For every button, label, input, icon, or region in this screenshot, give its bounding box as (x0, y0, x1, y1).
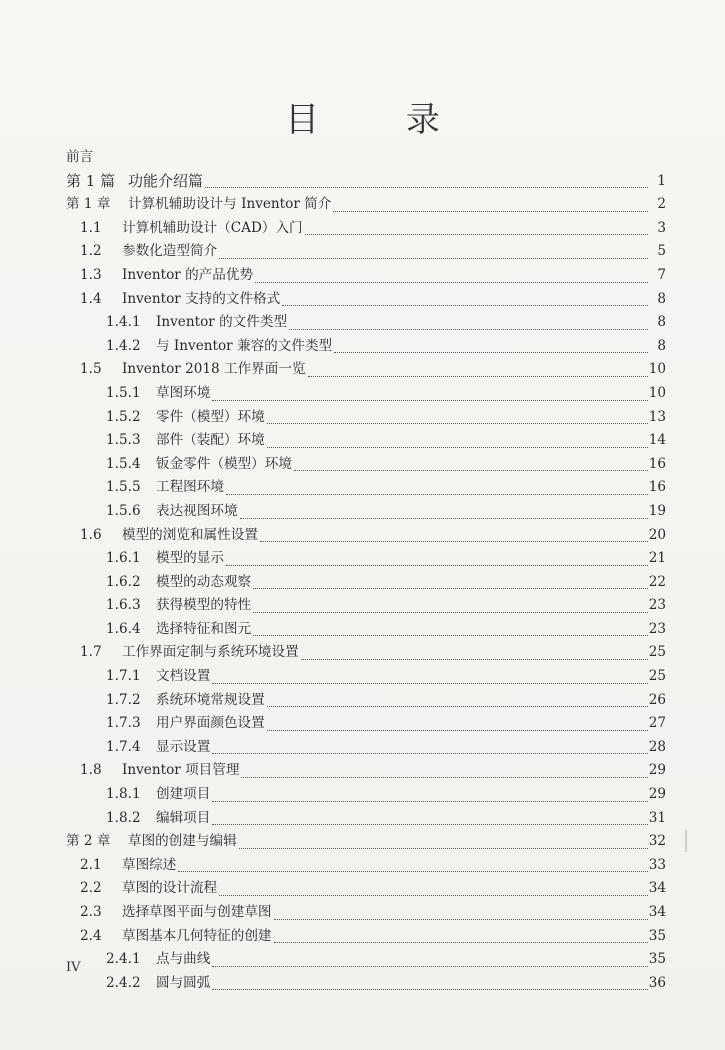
toc-entry-text: 计算机辅助设计与 Inventor 简介 (128, 196, 332, 213)
toc-entry-number: 1.5.4 (106, 455, 141, 472)
toc-page-number: 8 (657, 314, 666, 331)
toc-entry-label (80, 877, 217, 901)
toc-entry (66, 759, 666, 783)
toc-entry-number: 2.1 (80, 856, 102, 873)
toc-entry (66, 618, 666, 642)
toc-entry-text: Inventor 的产品优势 (122, 266, 254, 283)
toc-leader-dots (267, 423, 648, 424)
toc-entry-label (106, 665, 210, 689)
toc-page-number: 10 (648, 384, 666, 401)
toc-entry-text: 工作界面定制与系统环境设置 (122, 644, 299, 661)
toc-leader-dots (267, 447, 648, 448)
toc-entry-number: 2.4 (80, 927, 102, 944)
toc-page-number: 31 (648, 809, 666, 826)
toc-leader-dots (212, 989, 648, 990)
toc-entry-number: 1.6.3 (106, 597, 141, 614)
toc-leader-dots (333, 211, 648, 212)
toc-entry-label (66, 146, 93, 170)
toc-page-number: 32 (648, 833, 666, 850)
toc-page-number: 21 (648, 550, 666, 567)
toc-leader-dots (212, 801, 648, 802)
toc-entry-number: 1.5.6 (106, 502, 141, 519)
toc-entry (66, 288, 666, 312)
toc-leader-dots (212, 683, 648, 684)
toc-leader-dots (267, 706, 648, 707)
toc-entry-text: 与 Inventor 兼容的文件类型 (156, 337, 333, 354)
toc-page-number: 23 (648, 620, 666, 637)
toc-leader-dots (267, 730, 648, 731)
toc-entry-text: 前言 (66, 149, 94, 165)
toc-leader-dots (305, 234, 648, 235)
toc-page-number: 3 (657, 219, 666, 236)
toc-entry-number: 1.6.2 (106, 573, 141, 590)
toc-entry-label (80, 288, 280, 312)
toc-entry-number: 1.5 (80, 361, 102, 378)
scan-artifact (685, 830, 687, 852)
toc-entry-number: 2.4.1 (106, 951, 141, 968)
toc-entry-number: 1.6.4 (106, 620, 141, 637)
toc-entry-number: 1.8.1 (106, 786, 141, 803)
toc-entry-label (106, 618, 251, 642)
toc-page-number: 27 (648, 715, 666, 732)
toc-entry-label (106, 712, 265, 736)
toc-entry-text: Inventor 的文件类型 (156, 314, 288, 331)
toc-entry (66, 901, 666, 925)
toc-entry-label (106, 547, 224, 571)
toc-leader-dots (226, 494, 648, 495)
toc-page-number: 34 (648, 904, 666, 920)
toc-entry-text: 零件（模型）环境 (156, 408, 265, 425)
toc-page-number: 34 (648, 880, 666, 897)
toc-leader-dots (301, 659, 648, 660)
toc-leader-dots (241, 777, 648, 778)
toc-entry-label (80, 759, 239, 783)
toc-page-number: 10 (648, 361, 666, 378)
toc-entry-label (106, 571, 251, 595)
table-of-contents (66, 146, 666, 995)
toc-entry-number: 第 1 章 (66, 196, 111, 213)
toc-entry-label (106, 453, 292, 477)
toc-entry-text: Inventor 支持的文件格式 (122, 290, 281, 307)
toc-entry-number: 1.2 (80, 243, 102, 260)
toc-page-number: 13 (648, 408, 666, 425)
toc-entry (66, 217, 666, 241)
toc-page-number: 29 (648, 786, 666, 803)
toc-entry (66, 476, 666, 500)
toc-entry-text: 系统环境常规设置 (156, 691, 265, 708)
toc-entry-text: 选择特征和图元 (156, 620, 252, 637)
toc-entry (66, 453, 666, 477)
toc-entry-number: 1.5.5 (106, 479, 141, 496)
toc-entry-text: 模型的显示 (156, 550, 224, 567)
toc-entry-text: 文档设置 (156, 668, 211, 685)
toc-entry-label (106, 594, 251, 618)
toc-entry (66, 712, 666, 736)
toc-entry-label (66, 170, 203, 194)
toc-entry (66, 406, 666, 430)
page-number-footer: IV (66, 960, 81, 975)
toc-entry-number: 1.4.1 (106, 314, 141, 331)
toc-page-number: 23 (648, 597, 666, 614)
toc-entry-label (106, 736, 210, 760)
toc-entry-text: 钣金零件（模型）环境 (156, 455, 292, 472)
toc-entry (66, 264, 666, 288)
toc-entry-label (106, 476, 224, 500)
toc-leader-dots (289, 329, 648, 330)
toc-entry-number: 第 2 章 (66, 833, 111, 850)
toc-entry (66, 783, 666, 807)
toc-leader-dots (253, 635, 648, 636)
toc-entry-text: 编辑项目 (156, 809, 211, 826)
toc-entry-number: 第 1 篇 (66, 171, 116, 190)
toc-entry (66, 641, 666, 665)
toc-page-number: 8 (657, 337, 666, 354)
toc-entry (66, 594, 666, 618)
toc-entry-text: Inventor 项目管理 (122, 762, 240, 779)
toc-entry (66, 524, 666, 548)
toc-entry-text: 参数化造型简介 (122, 243, 218, 260)
toc-entry-text: 计算机辅助设计（CAD）入门 (122, 219, 303, 236)
toc-leader-dots (226, 565, 648, 566)
toc-page-number: 26 (648, 691, 666, 708)
toc-page-number: 2 (657, 196, 666, 213)
toc-entry-label (106, 429, 265, 453)
toc-entry-number: 1.8.2 (106, 809, 141, 826)
toc-entry-number: 2.2 (80, 880, 102, 897)
toc-entry-label (80, 524, 258, 548)
toc-entry (66, 972, 666, 996)
toc-entry-label (66, 830, 237, 854)
toc-entry-number: 1.5.3 (106, 432, 141, 449)
toc-entry-number: 2.4.2 (106, 974, 141, 991)
toc-entry-text: 选择草图平面与创建草图 (122, 904, 272, 920)
toc-entry-text: 模型的动态观察 (156, 573, 252, 590)
toc-entry-label (106, 335, 332, 359)
toc-entry-label (80, 264, 253, 288)
toc-entry-text: 用户界面颜色设置 (156, 715, 265, 732)
toc-entry-text: Inventor 2018 工作界面一览 (122, 361, 306, 378)
toc-leader-dots (260, 541, 648, 542)
toc-entry (66, 335, 666, 359)
toc-entry-number: 2.3 (80, 904, 102, 920)
toc-leader-dots (274, 942, 648, 943)
toc-leader-dots (253, 612, 648, 613)
toc-page-number: 33 (648, 856, 666, 873)
toc-entry-number: 1.8 (80, 762, 102, 779)
toc-entry-text: 草图的创建与编辑 (128, 833, 237, 850)
toc-entry-number: 1.5.1 (106, 384, 141, 401)
toc-entry-label (106, 382, 210, 406)
toc-entry-text: 点与曲线 (156, 951, 211, 968)
toc-leader-dots (219, 895, 648, 896)
toc-entry-label (106, 689, 265, 713)
toc-entry-label (106, 783, 210, 807)
toc-page-number: 16 (648, 455, 666, 472)
toc-entry-label (106, 948, 210, 972)
toc-entry-number: 1.3 (80, 266, 102, 283)
toc-leader-dots (239, 848, 648, 849)
toc-entry (66, 547, 666, 571)
toc-page-number: 14 (648, 432, 666, 449)
toc-entry-text: 草图环境 (156, 384, 211, 401)
toc-entry (66, 877, 666, 901)
toc-page-number: 35 (648, 951, 666, 968)
toc-leader-dots (178, 871, 648, 872)
toc-page-number: 16 (648, 479, 666, 496)
toc-entry-number: 1.1 (80, 219, 102, 236)
toc-page-number: 19 (648, 502, 666, 519)
toc-page-number: 5 (657, 243, 666, 260)
toc-entry-label (80, 854, 176, 878)
toc-leader-dots (255, 282, 648, 283)
toc-entry-text: 工程图环境 (156, 479, 224, 496)
toc-entry-text: 模型的浏览和属性设置 (122, 526, 258, 543)
toc-entry-number: 1.7.4 (106, 738, 141, 755)
toc-entry (66, 925, 666, 949)
toc-page-number: 22 (648, 573, 666, 590)
toc-entry-text: 表达视图环境 (156, 502, 238, 519)
toc-entry-number: 1.7.2 (106, 691, 141, 708)
toc-entry-text: 草图基本几何特征的创建 (122, 927, 272, 944)
toc-entry-number: 1.5.2 (106, 408, 141, 425)
toc-page-number: 29 (648, 762, 666, 779)
toc-entry-text: 功能介绍篇 (128, 171, 204, 190)
toc-entry-number: 1.7 (80, 644, 102, 661)
toc-entry-label (80, 901, 272, 925)
toc-entry-label (66, 193, 331, 217)
toc-leader-dots (274, 919, 648, 920)
toc-entry-text: 圆与圆弧 (156, 974, 211, 991)
toc-entry (66, 571, 666, 595)
toc-entry (66, 948, 666, 972)
toc-entry (66, 830, 666, 854)
toc-entry (66, 146, 666, 170)
toc-page-number: 36 (648, 974, 666, 991)
toc-entry-text: 草图的设计流程 (122, 880, 218, 897)
toc-entry-label (80, 240, 217, 264)
toc-page-number: 28 (648, 738, 666, 755)
toc-entry (66, 689, 666, 713)
toc-leader-dots (294, 470, 648, 471)
toc-entry-label (106, 807, 210, 831)
toc-entry-text: 获得模型的特性 (156, 597, 252, 614)
toc-page-number: 25 (648, 668, 666, 685)
toc-entry-text: 创建项目 (156, 786, 211, 803)
toc-leader-dots (212, 824, 648, 825)
toc-entry-number: 1.4.2 (106, 337, 141, 354)
toc-page-number: 7 (657, 266, 666, 283)
toc-entry-text: 草图综述 (122, 856, 177, 873)
toc-leader-dots (308, 376, 648, 377)
toc-page-number: 1 (657, 172, 666, 189)
toc-leader-dots (212, 966, 648, 967)
toc-entry (66, 193, 666, 217)
toc-leader-dots (205, 187, 648, 188)
toc-entry-number: 1.7.1 (106, 668, 141, 685)
toc-entry-text: 部件（装配）环境 (156, 432, 265, 449)
toc-entry-number: 1.7.3 (106, 715, 141, 732)
toc-entry (66, 854, 666, 878)
toc-entry-label (106, 972, 210, 996)
toc-entry (66, 807, 666, 831)
toc-leader-dots (282, 305, 648, 306)
toc-entry-number: 1.6.1 (106, 550, 141, 567)
toc-entry (66, 240, 666, 264)
toc-page-number: 35 (648, 927, 666, 944)
toc-entry-number: 1.6 (80, 526, 102, 543)
toc-entry (66, 382, 666, 406)
toc-entry (66, 311, 666, 335)
toc-entry (66, 170, 666, 194)
toc-leader-dots (212, 753, 648, 754)
toc-entry-label (106, 500, 238, 524)
toc-leader-dots (334, 352, 648, 353)
toc-page-number: 20 (648, 526, 666, 543)
toc-leader-dots (219, 258, 648, 259)
toc-entry-label (80, 217, 303, 241)
toc-leader-dots (212, 400, 648, 401)
toc-entry (66, 429, 666, 453)
toc-entry-label (106, 311, 287, 335)
toc-leader-dots (253, 588, 648, 589)
toc-leader-dots (240, 518, 648, 519)
toc-entry-label (80, 925, 272, 949)
toc-entry (66, 358, 666, 382)
toc-entry (66, 500, 666, 524)
toc-entry-label (80, 358, 306, 382)
toc-entry (66, 736, 666, 760)
toc-entry-label (106, 406, 265, 430)
page-title: 目 录 (285, 100, 478, 140)
toc-page-number: 8 (657, 290, 666, 307)
toc-entry (66, 665, 666, 689)
toc-entry-label (80, 641, 299, 665)
toc-entry-text: 显示设置 (156, 738, 211, 755)
toc-entry-number: 1.4 (80, 290, 102, 307)
toc-page-number: 25 (648, 644, 666, 661)
